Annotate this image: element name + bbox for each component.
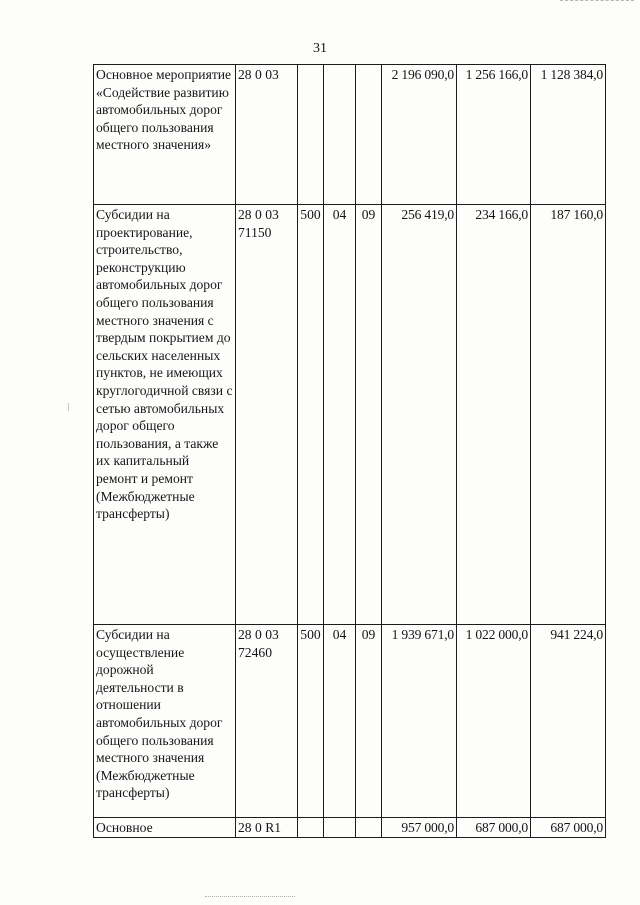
row-name: Основное xyxy=(94,818,236,838)
budget-table xyxy=(93,64,606,838)
row-pr xyxy=(356,818,382,838)
row-pr: 09 xyxy=(356,625,382,818)
row-amount-year1: 256 419,0 xyxy=(382,205,457,625)
scan-smudge xyxy=(205,896,295,899)
row-amount-year3: 1 128 384,0 xyxy=(531,65,606,205)
row-amount-year2: 234 166,0 xyxy=(457,205,531,625)
row-amount-year3: 687 000,0 xyxy=(531,818,606,838)
row-rz xyxy=(324,818,356,838)
row-amount-year2: 687 000,0 xyxy=(457,818,531,838)
row-name: Субсидии на осуществление дорожной деятельности в отношении автомобильных дорог общего пользования местного значения (Межбюджетные трансферты) xyxy=(94,625,236,818)
row-amount-year2: 1 256 166,0 xyxy=(457,65,531,205)
row-pr: 09 xyxy=(356,205,382,625)
scan-speck xyxy=(68,403,69,411)
row-code: 28 0 R1 xyxy=(236,818,298,838)
row-rz xyxy=(324,65,356,205)
row-rz: 04 xyxy=(324,625,356,818)
row-amount-year2: 1 022 000,0 xyxy=(457,625,531,818)
row-amount-year3: 187 160,0 xyxy=(531,205,606,625)
row-name: Основное мероприятие «Содействие развитию автомобильных дорог общего пользования местного значения» xyxy=(94,65,236,205)
row-amount-year1: 957 000,0 xyxy=(382,818,457,838)
table-row xyxy=(94,818,606,838)
row-code: 28 0 03 71150 xyxy=(236,205,298,625)
row-rz: 04 xyxy=(324,205,356,625)
row-code: 28 0 03 72460 xyxy=(236,625,298,818)
row-pr xyxy=(356,65,382,205)
row-vr: 500 xyxy=(298,625,324,818)
row-vr: 500 xyxy=(298,205,324,625)
page-number: 31 xyxy=(313,41,327,56)
row-name: Субсидии на проектирование, строительство, реконструкцию автомобильных дорог общего пользования местного значения с твердым покрытием до сельских населенных пунктов, не имеющих круглогодичной связи с сетью автомобильных дорог общего пользования, а также их капитальный ремонт и ремонт (Межбюджетные трансферты) xyxy=(94,205,236,625)
scan-corner-mark xyxy=(560,0,634,4)
row-vr xyxy=(298,65,324,205)
row-amount-year1: 1 939 671,0 xyxy=(382,625,457,818)
table-row xyxy=(94,205,606,625)
row-code: 28 0 03 xyxy=(236,65,298,205)
table-row xyxy=(94,65,606,205)
row-amount-year3: 941 224,0 xyxy=(531,625,606,818)
table-row xyxy=(94,625,606,818)
row-amount-year1: 2 196 090,0 xyxy=(382,65,457,205)
row-vr xyxy=(298,818,324,838)
